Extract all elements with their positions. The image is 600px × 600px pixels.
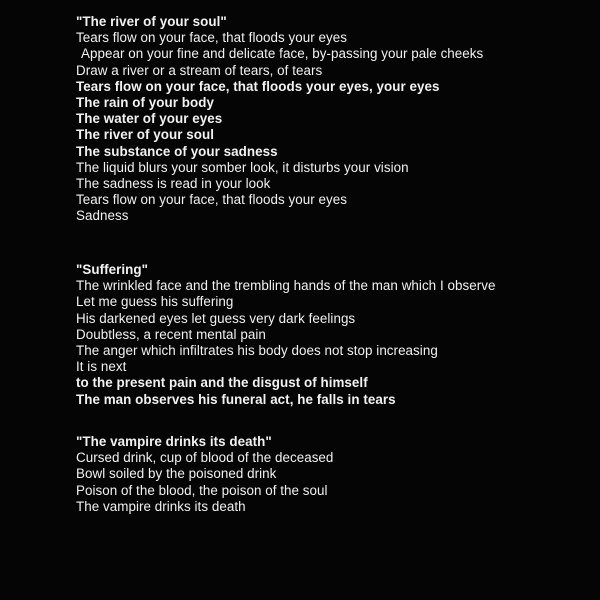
poem-title: "The vampire drinks its death": [76, 434, 272, 449]
poem-vampire-drinks-its-death: [76, 434, 586, 515]
poem-line-bold: Tears flow on your face, that floods your eyes, your eyes: [76, 78, 440, 94]
poem-line: It is next: [76, 359, 127, 375]
poem-title: "The river of your soul": [76, 14, 227, 29]
poem-line: The vampire drinks its death: [76, 498, 246, 514]
poem-line-bold: The water of your eyes: [76, 111, 223, 127]
poem-line: The anger which infiltrates his body does not stop increasing: [76, 343, 438, 359]
poem-line: The liquid blurs your somber look, it disturbs your vision: [76, 159, 409, 175]
poem-line: His darkened eyes let guess very dark feelings: [76, 310, 356, 326]
poem-line-bold: to the present pain and the disgust of himself: [76, 375, 368, 391]
poem-line-bold: The rain of your body: [76, 95, 214, 111]
poem-line: Cursed drink, cup of blood of the deceased: [76, 450, 334, 466]
poem-line-bold: The substance of your sadness: [76, 143, 278, 159]
poem-line: The wrinkled face and the trembling hands of the man which I observe: [76, 278, 496, 294]
poem-line: The sadness is read in your look: [76, 176, 271, 192]
poem-suffering: [76, 262, 586, 408]
poem-line-bold: The man observes his funeral act, he falls in tears: [76, 391, 396, 407]
poem-line: Bowl soiled by the poisoned drink: [76, 466, 277, 482]
poem-line: Sadness: [76, 208, 129, 224]
poem-line: Tears flow on your face, that floods your eyes: [76, 192, 347, 208]
poem-line-bold: The river of your soul: [76, 127, 215, 143]
poem-river-of-your-soul: [76, 14, 586, 225]
poem-line: Poison of the blood, the poison of the soul: [76, 482, 328, 498]
poem-title: "Suffering": [76, 262, 149, 277]
poem-line: Doubtless, a recent mental pain: [76, 326, 266, 342]
poem-line: Appear on your fine and delicate face, by-passing your pale cheeks: [81, 46, 484, 62]
poem-line: Tears flow on your face, that floods your eyes: [76, 30, 347, 46]
poem-line: Draw a river or a stream of tears, of tears: [76, 62, 323, 78]
poem-line: Let me guess his suffering: [76, 294, 234, 310]
